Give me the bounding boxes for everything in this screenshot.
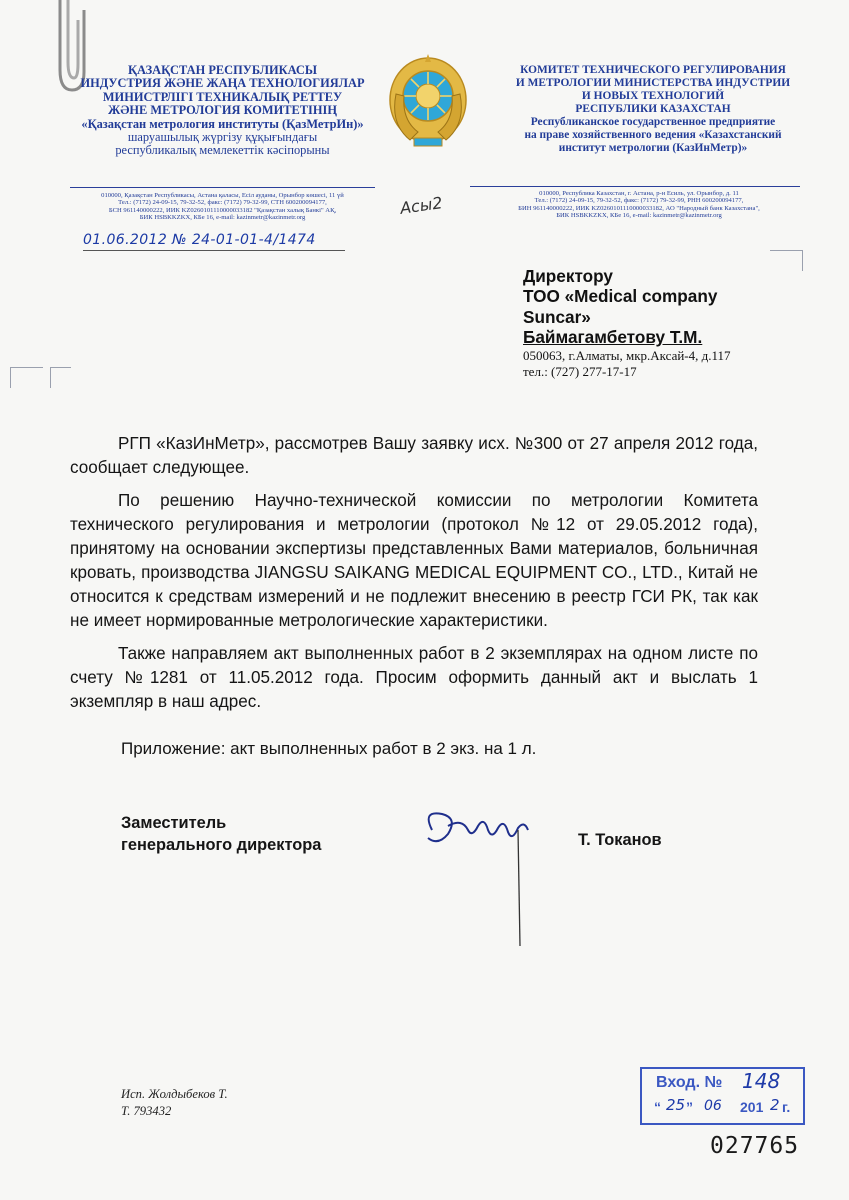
outgoing-number-underline (83, 250, 345, 251)
letterhead-ru-line: И НОВЫХ ТЕХНОЛОГИЙ (581, 90, 725, 102)
stamp-day: 25 (666, 1096, 686, 1114)
recipient-line: Директору (523, 266, 613, 286)
recipient-phone: тел.: (727) 277-17-17 (523, 363, 637, 379)
letterhead-ru-line: институт метрологии (КазИнМетр)» (558, 142, 748, 154)
corner-mark (50, 367, 71, 388)
corner-mark (770, 250, 803, 271)
stamp-quote: ” (686, 1099, 693, 1115)
signer-name: Т. Токанов (578, 831, 662, 849)
letterhead-ru-line: Республиканское государственное предприятие (530, 116, 776, 128)
recipient-line: ТОО «Medical company (523, 286, 718, 307)
serial-number: 027765 (710, 1133, 800, 1159)
recipient-block (523, 266, 763, 380)
signer-title-line: Заместитель (121, 814, 227, 832)
letterhead-kz-line: республикалық мемлекеттік кәсіпорыны (115, 143, 330, 158)
stamp-year-suffix: г. (782, 1099, 791, 1115)
executor-name: Исп. Жолдыбеков Т. (121, 1087, 228, 1101)
body-paragraph: Также направляем акт выполненных работ в 2 экземплярах на одном листе по счету №1281 от 11.05.2012 года. Просим оформить данный акт и выслать 1 экземпляр в наш адрес. (70, 644, 758, 711)
letterhead-kz-line: МИНИСТРЛІГІ ТЕХНИКАЛЫҚ РЕТТЕУ (102, 89, 343, 104)
signer-title-line: генерального директора (121, 836, 322, 854)
incoming-stamp (640, 1067, 805, 1125)
letterhead-kz-line: ҚАЗАҚСТАН РЕСПУБЛИКАСЫ (127, 63, 318, 77)
header-rule-right (470, 186, 800, 187)
address-line: 010000, Республика Казахстан, г. Астана, р-н Есиль, ул. Орынбор, д. 11 (539, 190, 739, 197)
address-kazakh (70, 192, 375, 222)
executor-phone: Т. 793432 (121, 1104, 172, 1118)
letterhead-ru-line: РЕСПУБЛИКИ КАЗАХСТАН (575, 103, 731, 115)
recipient-address: 050063, г.Алматы, мкр.Аксай-4, д.117 (523, 347, 731, 363)
letterhead-ru-line: И МЕТРОЛОГИИ МИНИСТЕРСТВА ИНДУСТРИИ (515, 77, 791, 89)
header-rule-left (70, 187, 375, 188)
corner-mark (10, 367, 43, 388)
state-emblem-icon (388, 54, 468, 150)
letterhead-kz-line: шаруашылық жүргізу құқығындағы (127, 130, 318, 145)
body-paragraph: По решению Научно-технической комиссии по метрологии Комитета технического регулирования и метрологии (протокол №12 от 29.05.2012 года), принятому на основании экспертизы представленных Вами материалов, больничная кровать, производства JIANGSU SAIKANG MEDICAL EQUIPMENT CO., LTD., Китай не относится к средствам измерений и не подлежит внесению в реестр ГСИ РК, так как не имеет нормированные метрологические характеристики. (70, 491, 758, 630)
address-russian (478, 190, 800, 220)
handwritten-signature (418, 800, 548, 950)
outgoing-number (83, 232, 316, 248)
letterhead-kz-line: ИНДУСТРИЯ ЖӘНЕ ЖАҢА ТЕХНОЛОГИЯЛАР (80, 76, 365, 91)
stamp-month: 06 (704, 1098, 722, 1114)
outgoing-number-text: 01.06.2012 № 24-01-01-4/1474 (83, 232, 316, 248)
letterhead-kz-line: «Қазақстан метрология институты (ҚазМетрИн)» (81, 116, 364, 131)
letterhead-ru-line: на праве хозяйственного ведения «Казахстанский (524, 129, 782, 141)
address-line: БСН 961140000222, ИИК KZ0260101110000033182 "Қазақстан халық Банкі" АҚ, (108, 206, 337, 214)
body-paragraph: РГП «КазИнМетр», рассмотрев Вашу заявку исх. №300 от 27 апреля 2012 года, сообщает следующее. (70, 434, 758, 477)
stamp-label: Вход. № (656, 1074, 723, 1091)
handwritten-mark: Асы2 (398, 193, 444, 218)
stamp-year-prefix: 201 (740, 1099, 764, 1115)
stamp-year-digit: 2 (770, 1096, 780, 1114)
letterhead-kazakh (70, 64, 375, 158)
executor-info (121, 1086, 228, 1120)
address-line: БИН 961140000222, ИИК KZ0260101110000033182, АО "Народный банк Казахстана", (518, 204, 760, 212)
address-line: Тел.: (7172) 24-09-15, 79-32-52, факс: (7172) 79-32-99, РНН 600200094177, (534, 197, 744, 205)
recipient-name: Баймагамбетову Т.М. (523, 327, 703, 348)
stamp-quote: “ (654, 1099, 661, 1115)
letterhead-ru-line: КОМИТЕТ ТЕХНИЧЕСКОГО РЕГУЛИРОВАНИЯ (520, 64, 786, 76)
address-line: Тел.: (7172) 24-09-15, 79-32-52, факс: (7172) 79-32-99, СТН 600200094177, (118, 199, 327, 207)
address-line: БИК HSBKKZKX, КБе 16, e-mail: kazinmetr@kazinmetr.org (556, 212, 722, 220)
signer-title (121, 812, 321, 856)
recipient-line: Suncar» (523, 306, 591, 327)
letterhead-russian (492, 64, 814, 155)
address-line: БИК HSBKKZKX, КБе 16, e-mail: kazinmetr@kazinmetr.org (139, 214, 306, 222)
stamp-number: 148 (742, 1069, 781, 1093)
attachment-note: Приложение: акт выполненных работ в 2 экз. на 1 л. (121, 739, 537, 758)
letter-body (70, 432, 758, 714)
address-line: 010000, Қазақстан Республикасы, Астана қаласы, Есіл ауданы, Орынбор көшесі, 11 үй (101, 192, 344, 199)
letterhead-kz-line: ЖӘНЕ МЕТРОЛОГИЯ КОМИТЕТІНІҢ (108, 103, 337, 118)
